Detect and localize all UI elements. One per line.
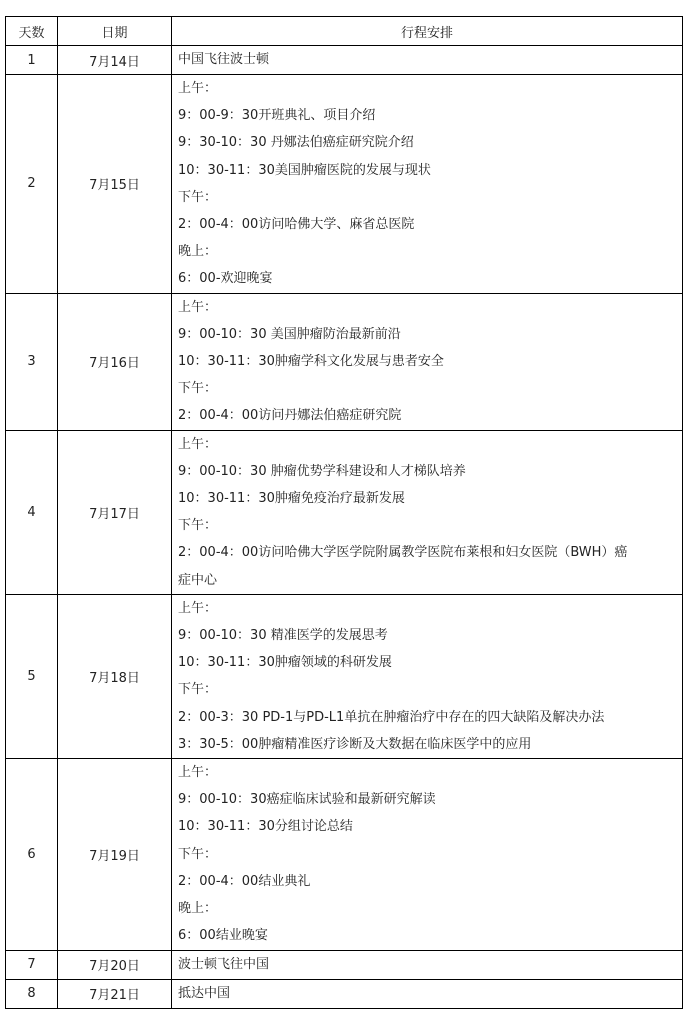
day-cell: 1 — [6, 46, 58, 75]
schedule-line: 3：30-5：00肿瘤精准医疗诊断及大数据在临床医学中的应用 — [178, 736, 532, 752]
schedule-line: 上午： — [178, 299, 218, 315]
schedule-line: 上午： — [178, 436, 218, 452]
schedule-line: 10：30-11：30肿瘤免疫治疗最新发展 — [178, 491, 405, 507]
schedule-cell — [172, 979, 683, 1008]
day-cell: 2 — [6, 75, 58, 294]
table-row — [6, 979, 683, 1008]
schedule-cell — [172, 293, 683, 430]
schedule-line: 9：00-10：30癌症临床试验和最新研究解读 — [178, 792, 436, 808]
day-cell: 7 — [6, 950, 58, 979]
schedule-line: 下午： — [178, 518, 218, 534]
schedule-line: 10：30-11：30美国肿瘤医院的发展与现状 — [178, 162, 431, 178]
table-row — [6, 75, 683, 294]
schedule-cell — [172, 430, 683, 594]
schedule-line: 波士顿飞往中国 — [178, 956, 270, 972]
schedule-cell — [172, 594, 683, 758]
schedule-line: 2：00-3：30 PD-1与PD-L1单抗在肿瘤治疗中存在的四大缺陷及解决办法 — [178, 709, 605, 725]
schedule-line: 9：00-10：30 美国肿瘤防治最新前沿 — [178, 326, 401, 342]
schedule-line: 9：30-10：30 丹娜法伯癌症研究院介绍 — [178, 135, 414, 151]
schedule-line: 抵达中国 — [178, 985, 231, 1001]
schedule-line: 10：30-11：30肿瘤学科文化发展与患者安全 — [178, 354, 444, 370]
schedule-line: 晚上： — [178, 244, 218, 260]
schedule-line: 10：30-11：30分组讨论总结 — [178, 819, 353, 835]
header-row — [6, 17, 683, 46]
schedule-line: 2：00-4：00结业典礼 — [178, 873, 311, 889]
table-row — [6, 46, 683, 75]
schedule-line: 9：00-10：30 精准医学的发展思考 — [178, 628, 388, 644]
itinerary-table — [5, 16, 683, 1009]
header-day: 天数 — [6, 17, 58, 46]
schedule-line: 症中心 — [178, 572, 218, 588]
schedule-line: 2：00-4：00访问丹娜法伯癌症研究院 — [178, 408, 402, 424]
schedule-line: 下午： — [178, 846, 218, 862]
schedule-cell — [172, 759, 683, 950]
schedule-line: 下午： — [178, 682, 218, 698]
schedule-line: 9：00-10：30 肿瘤优势学科建设和人才梯队培养 — [178, 463, 466, 479]
day-cell: 6 — [6, 759, 58, 950]
schedule-line: 2：00-4：00访问哈佛大学医学院附属教学医院布莱根和妇女医院（BWH）癌 — [178, 545, 628, 561]
schedule-line: 晚上： — [178, 901, 218, 917]
date-cell: 7月17日 — [58, 430, 172, 594]
schedule-line: 2：00-4：00访问哈佛大学、麻省总医院 — [178, 217, 415, 233]
table-row — [6, 430, 683, 594]
date-cell: 7月19日 — [58, 759, 172, 950]
schedule-line: 9：00-9：30开班典礼、项目介绍 — [178, 108, 376, 124]
day-cell: 3 — [6, 293, 58, 430]
schedule-line: 上午： — [178, 81, 218, 96]
schedule-line: 中国飞往波士顿 — [178, 52, 270, 68]
date-cell: 7月15日 — [58, 75, 172, 294]
table-row — [6, 293, 683, 430]
schedule-cell — [172, 46, 683, 75]
table-row — [6, 950, 683, 979]
schedule-cell — [172, 75, 683, 294]
day-cell: 8 — [6, 979, 58, 1008]
day-cell: 5 — [6, 594, 58, 758]
day-cell: 4 — [6, 430, 58, 594]
schedule-cell — [172, 950, 683, 979]
schedule-line: 上午： — [178, 600, 218, 616]
table-row — [6, 594, 683, 758]
schedule-line: 10：30-11：30肿瘤领域的科研发展 — [178, 655, 392, 671]
header-schedule: 行程安排 — [172, 17, 683, 46]
schedule-line: 下午： — [178, 189, 218, 205]
schedule-line: 上午： — [178, 765, 218, 781]
date-cell: 7月18日 — [58, 594, 172, 758]
date-cell: 7月20日 — [58, 950, 172, 979]
table-row — [6, 759, 683, 950]
date-cell: 7月14日 — [58, 46, 172, 75]
itinerary-table-wrapper — [5, 16, 683, 1009]
schedule-line: 6：00-欢迎晚宴 — [178, 271, 273, 287]
schedule-line: 下午： — [178, 381, 218, 397]
schedule-line: 6：00结业晚宴 — [178, 928, 268, 944]
header-date: 日期 — [58, 17, 172, 46]
date-cell: 7月21日 — [58, 979, 172, 1008]
date-cell: 7月16日 — [58, 293, 172, 430]
